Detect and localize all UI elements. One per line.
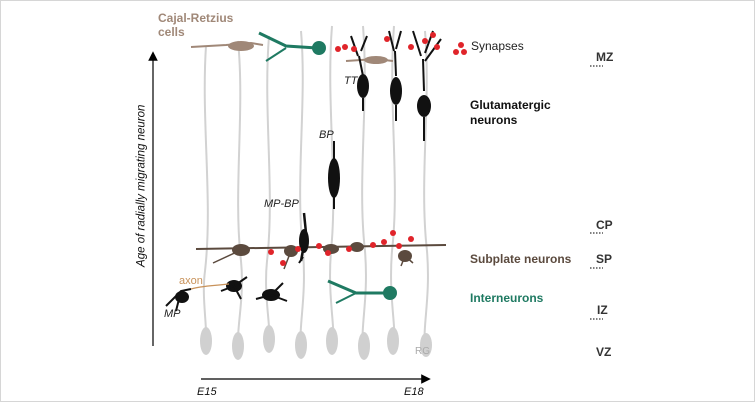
glutamatergic-label: Glutamatergic neurons	[470, 98, 551, 127]
layer-mz-label: MZ	[596, 50, 614, 64]
time-end-label: E18	[404, 386, 424, 398]
synapses-label: Synapses	[471, 39, 524, 53]
axon-label: axon	[179, 275, 203, 287]
diagram-canvas	[1, 1, 754, 401]
y-axis-label: Age of radially migrating neuron	[135, 104, 148, 267]
stage-mp-label: MP	[164, 308, 181, 320]
layer-cp-label: CP	[596, 218, 613, 232]
rg-label: RG	[415, 346, 430, 357]
stage-tt-label: TT	[344, 75, 358, 87]
interneurons	[259, 33, 397, 303]
synapses	[268, 32, 467, 266]
cajal-retzius-label: Cajal-Retzius cells	[158, 11, 234, 39]
layer-vz-label: VZ	[596, 345, 612, 359]
stage-bp-label: BP	[319, 129, 334, 141]
layer-iz-label: IZ	[597, 303, 608, 317]
time-start-label: E15	[197, 386, 217, 398]
interneurons-label: Interneurons	[470, 291, 544, 305]
layer-markers	[590, 66, 603, 319]
layer-sp-label: SP	[596, 252, 613, 266]
radial-glia-bodies	[200, 325, 432, 360]
stage-mpbp-label: MP-BP	[264, 198, 299, 210]
subplate-label: Subplate neurons	[470, 252, 572, 266]
radial-glia-fibers	[204, 26, 428, 351]
